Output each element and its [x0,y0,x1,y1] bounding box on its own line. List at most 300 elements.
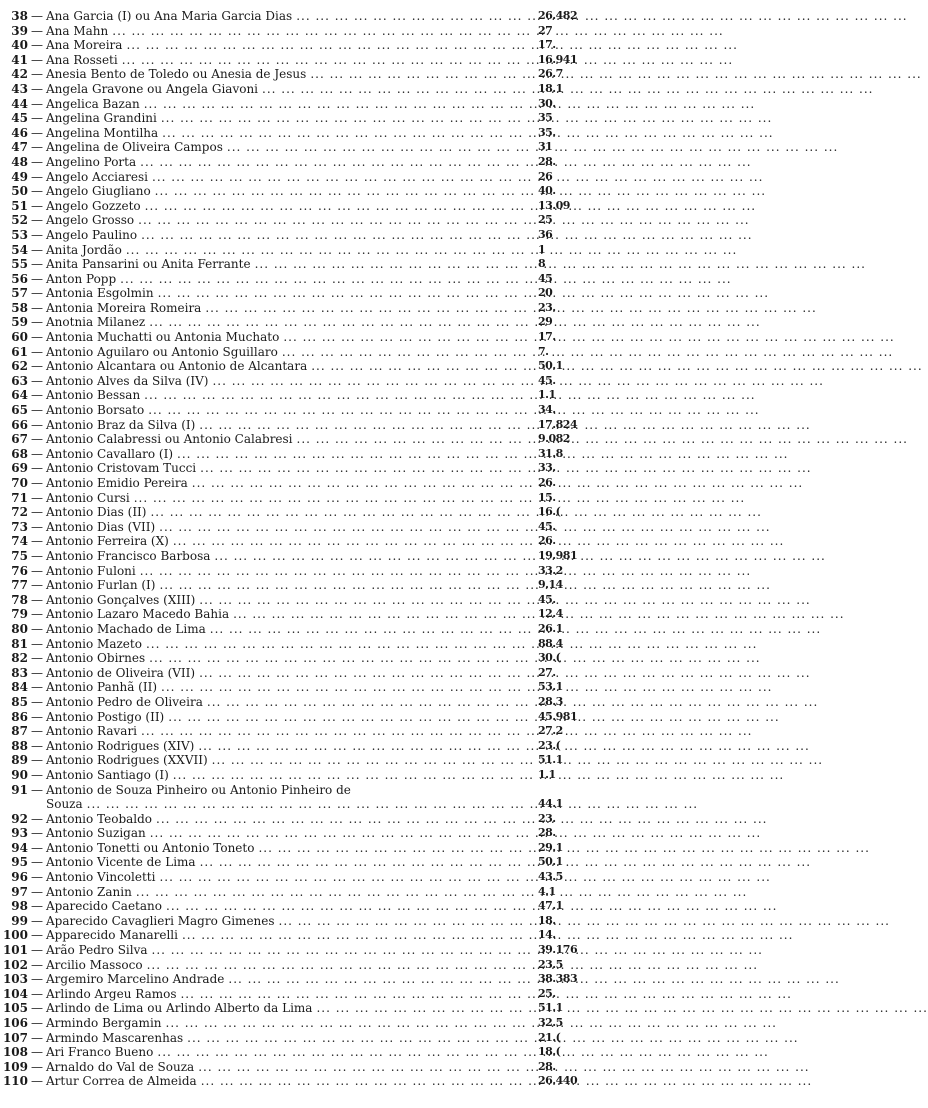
entry-number: 89 [11,753,28,768]
entry-value: 17. [538,38,556,52]
entry-value: 25. [538,986,556,1000]
entry-number: 97 [11,884,28,899]
entry-name: Antonio Calabressi ou Antonio Calabresi [46,432,293,447]
entry-number: 81 [11,636,28,651]
list-item [2,302,602,314]
entry-dash: — [31,957,43,972]
entry-name: Antonio Emidio Pereira [46,476,188,491]
entry-name: Anotnia Milanez [46,315,146,330]
entry-number: 55 [11,257,28,272]
entry-name: Antonio Fuloni [46,563,136,578]
entry-value: 29.1 [538,840,563,854]
leader-dots [118,54,733,66]
entry-value: 15. [538,490,556,504]
entry-name: Arcilio Massoco [46,957,143,972]
entry-dash: — [31,578,43,593]
list-item [2,127,602,139]
entry-value: 25 [538,213,553,227]
entry-dash: — [31,1030,43,1045]
list-item [2,623,602,635]
list-item [2,813,602,825]
entry-name: Antonio Rodrigues (XXVII) [46,753,208,768]
entry-value: 27 [538,23,553,37]
entry-number: 63 [11,373,28,388]
list-item [2,638,602,650]
entry-number: 91 [11,782,28,797]
entry-value: 31 [538,140,553,154]
entry-name: Antonio Lazaro Macedo Bahia [46,607,230,622]
entry-number: 65 [11,403,28,418]
entry-number: 104 [2,986,28,1001]
entry-name: Angelina Grandini [46,111,157,126]
list-item [2,1032,602,1044]
entry-dash: — [31,330,43,345]
list-item [2,25,602,37]
list-item [2,214,602,226]
entry-number: 39 [11,23,28,38]
entry-value: 12.4 [538,607,563,621]
entry-dash: — [31,1074,43,1089]
leader-dots [116,273,731,285]
leader-dots [307,360,922,372]
leader-dots [122,244,737,256]
entry-value: 39.176 [538,943,578,957]
leader-dots [153,1046,768,1058]
entry-number: 71 [11,490,28,505]
entry-dash: — [31,972,43,987]
leader-dots [251,258,866,270]
entry-number: 59 [11,315,28,330]
list-item [2,346,602,358]
entry-dash: — [31,373,43,388]
list-item [2,433,602,445]
entry-dash: — [31,286,43,301]
list-item [2,725,602,737]
entry-name: Angelo Grosso [46,213,135,228]
leader-dots [164,711,779,723]
entry-value: 28. [538,154,556,168]
entry-number: 69 [11,461,28,476]
leader-dots [137,229,752,241]
entry-number: 58 [11,300,28,315]
leader-dots [223,141,838,153]
list-item [2,171,602,183]
entry-name: Ana Mahn [46,23,109,38]
entry-dash: — [31,943,43,958]
leader-dots [142,638,757,650]
leader-dots [141,200,756,212]
entry-number: 46 [11,125,28,140]
entry-number: 87 [11,724,28,739]
list-item [2,944,602,956]
entry-name: Ari Franco Bueno [46,1045,154,1060]
entry-number: 85 [11,694,28,709]
entry-value: 28. [538,1059,556,1073]
entry-number: 62 [11,359,28,374]
list-item [2,681,602,693]
entry-number: 57 [11,286,28,301]
entry-dash: — [31,417,43,432]
leader-dots [145,652,760,664]
leader-dots [83,798,698,810]
list-item [2,521,602,533]
leader-dots [197,1075,812,1087]
leader-dots [152,813,767,825]
leader-dots [155,579,770,591]
list-item [2,1061,602,1073]
entry-value: 19.981 [538,549,578,562]
list-item [2,565,602,577]
entry-dash: — [31,446,43,461]
leader-dots [196,856,811,868]
entry-value: 26.1 [538,621,563,635]
entry-dash: — [31,826,43,841]
list-item [2,200,602,212]
leader-dots [162,1017,777,1029]
entry-name: Armindo Mascarenhas [46,1030,184,1045]
entry-number: 44 [11,96,28,111]
entry-value: 1 [538,242,546,256]
leader-dots [195,419,810,431]
leader-dots [279,331,894,343]
entry-name: Angelina Montilha [46,125,159,140]
entry-dash: — [31,271,43,286]
entry-value: 32.5 [538,1016,563,1030]
entry-value: 26. [538,534,556,548]
entry-name: Antonio Alcantara ou Antonio de Alcantara [46,359,308,374]
list-item [2,229,602,241]
entry-dash: — [31,257,43,272]
entry-number: 93 [11,826,28,841]
entry-name: Artur Correa de Almeida [46,1074,197,1089]
entry-name: Arão Pedro Silva [46,943,148,958]
entry-dash: — [31,811,43,826]
entry-name: Antonio Vincoletti [46,870,156,885]
list-item-continuation [2,798,602,810]
entry-value: 17.824 [538,417,578,431]
leader-dots [208,375,823,387]
leader-dots [183,1032,798,1044]
list-item [2,316,602,328]
leader-dots [136,565,751,577]
list-item [2,1017,602,1029]
entry-value: 53.1 [538,680,563,694]
entry-name: Antonio Furlan (I) [46,578,156,593]
entry-name: Antonia Esgolmin [46,286,154,301]
entry-name: Antonio Mazeto [46,636,142,651]
leader-dots [206,623,821,635]
entry-value: 18.( [538,1045,561,1059]
entry-number: 76 [11,563,28,578]
entry-dash: — [31,767,43,782]
list-item [2,477,602,489]
entry-dash: — [31,592,43,607]
entry-name: Antonio Postigo (II) [46,709,165,724]
entry-value: 47.1 [538,899,563,913]
leader-dots [155,871,770,883]
entry-value: 45. [538,519,556,533]
leader-dots [154,287,769,299]
entry-value: 31.8 [538,446,563,460]
leader-dots [229,608,844,620]
entry-dash: — [31,665,43,680]
leader-dots [132,886,747,898]
entry-value: 9.14 [538,578,563,592]
entry-value: 18.1 [538,81,563,95]
entry-dash: — [31,724,43,739]
entry-name: Angelina de Oliveira Campos [46,140,223,155]
entry-name: Antonio Vicente de Lima [46,855,196,870]
list-item [2,419,602,431]
list-item [2,287,602,299]
entry-dash: — [31,1059,43,1074]
entry-name: Aparecido Caetano [46,899,162,914]
leader-dots [146,827,761,839]
entry-name: Antonio de Souza Pinheiro ou Antonio Pinheiro de [46,782,351,797]
list-item [2,535,602,547]
entry-dash: — [31,840,43,855]
leader-dots [146,506,761,518]
entry-name: Ana Garcia (I) ou Ana Maria Garcia Dias [46,9,293,23]
entry-value: 35. [538,125,556,139]
entry-number: 82 [11,651,28,666]
entry-name: Apparecido Manarelli [46,928,178,943]
leader-dots [134,214,749,226]
entry-number: 42 [11,67,28,82]
entry-name: Angela Gravone ou Angela Giavoni [46,81,259,96]
entry-dash: — [31,476,43,491]
entry-number: 70 [11,476,28,491]
entry-value: 27. [538,665,556,679]
leader-dots [173,448,788,460]
entry-dash: — [31,870,43,885]
entry-value: 44.1 [538,797,563,811]
entry-number: 49 [11,169,28,184]
entry-value: 45. [538,373,556,387]
leader-dots [169,769,784,781]
entry-number: 53 [11,227,28,242]
entry-dash: — [31,855,43,870]
entry-name: Antonio Pedro de Oliveira [46,694,203,709]
leader-dots [292,10,907,22]
list-item [2,1046,602,1058]
entry-name: Anesia Bento de Toledo ou Anesia de Jesus [46,67,307,82]
entry-value: 33. [538,461,556,475]
list-item [2,10,602,22]
entry-name: Antonio Tonetti ou Antonio Toneto [46,840,255,855]
entry-dash: — [31,621,43,636]
entry-number: 72 [11,505,28,520]
leader-dots [178,929,793,941]
entry-number: 38 [11,9,28,23]
leader-dots [278,346,893,358]
entry-number: 96 [11,870,28,885]
leader-dots [195,667,810,679]
entry-name: Angelino Porta [46,154,137,169]
list-item [2,871,602,883]
entry-name: Antonio Panhã (II) [46,680,158,695]
leader-dots [130,492,745,504]
entry-number: 64 [11,388,28,403]
entry-number: 84 [11,680,28,695]
leader-dots [162,900,777,912]
entry-dash: — [31,928,43,943]
entry-dash: — [31,636,43,651]
entry-number: 83 [11,665,28,680]
leader-dots [208,754,823,766]
list-item [2,258,602,270]
entry-value: 26.440 [538,1074,578,1088]
entry-number: 108 [2,1045,28,1060]
entry-dash: — [31,753,43,768]
list-item [2,185,602,197]
entry-dash: — [31,432,43,447]
entry-dash: — [31,23,43,38]
leader-dots [195,594,810,606]
list-item [2,754,602,766]
entry-value: 1.1 [538,388,556,402]
entry-name: Antonio Cursi [46,490,130,505]
entry-name: Antonio Braz da Silva (I) [46,417,196,432]
entry-value: 14. [538,928,556,942]
entry-name: Antonio Bessan [46,388,141,403]
entry-value: 13.09 [538,198,570,212]
list-item [2,915,602,927]
list-item [2,827,602,839]
entry-number: 110 [2,1074,28,1089]
leader-dots [151,185,766,197]
list-item [2,740,602,752]
entry-name: Arnaldo do Val de Souza [46,1059,195,1074]
leader-dots [194,1061,809,1073]
entry-value: 8 [538,257,546,271]
entry-name: Antonio Cavallaro (I) [46,446,174,461]
entry-dash: — [31,403,43,418]
list-item [2,1075,602,1087]
entry-number: 94 [11,840,28,855]
entry-name: Antonio Ravari [46,724,138,739]
list-item [2,360,602,372]
list-item [2,579,602,591]
leader-dots [258,83,873,95]
leader-dots [157,681,772,693]
entry-name: Anita Jordão [46,242,122,257]
entry-value: 23. [538,811,556,825]
entry-number: 50 [11,184,28,199]
entry-dash: — [31,913,43,928]
entry-dash: — [31,607,43,622]
leader-dots [194,740,809,752]
list-item [2,667,602,679]
leader-dots [144,404,759,416]
list-item [2,550,602,562]
entry-dash: — [31,315,43,330]
entry-value: 28.3 [538,694,563,708]
entry-dash: — [31,549,43,563]
entry-name: Angelo Paulino [46,227,138,242]
entry-number: 43 [11,81,28,96]
entry-dash: — [31,227,43,242]
leader-dots [148,171,763,183]
entry-name: Antonio Ferreira (X) [46,534,169,549]
entry-value: 33.2 [538,563,563,577]
list-item [2,112,602,124]
entry-name: Antonio Borsato [46,403,145,418]
list-item [2,83,602,95]
entry-number: 75 [11,549,28,563]
list-item [2,448,602,460]
leader-dots [224,973,839,985]
entry-value: 45. [538,592,556,606]
list-item [2,273,602,285]
entry-number: 45 [11,111,28,126]
entry-dash: — [31,154,43,169]
list-item [2,389,602,401]
entry-value: 26 [538,169,553,183]
leader-dots [158,127,773,139]
leader-dots [293,433,908,445]
entry-value: 16.( [538,505,561,519]
entry-dash: — [31,563,43,578]
list-item [2,375,602,387]
entry-dash: — [31,213,43,228]
entry-number: 102 [2,957,28,972]
entry-dash: — [31,505,43,520]
entry-dash: — [31,300,43,315]
list-item [2,156,602,168]
entry-dash: — [31,81,43,96]
entry-name: Antonio Aguilaro ou Antonio Sguillaro [46,344,278,359]
entry-value: 51.1 [538,753,563,767]
entry-value: 36 [538,227,553,241]
leader-dots [157,112,772,124]
entry-number: 100 [2,928,28,943]
entry-dash: — [31,986,43,1001]
entry-name: Antonio Dias (II) [46,505,147,520]
leader-dots [169,535,784,547]
entry-dash: — [31,899,43,914]
entry-value: 38.383 [538,972,578,986]
entry-number: 109 [2,1059,28,1074]
entry-value: 45.981 [538,709,578,723]
entry-dash: — [31,388,43,403]
list-item [2,141,602,153]
entry-dash: — [31,125,43,140]
list-item [2,929,602,941]
entry-value: 20 [538,286,553,300]
entry-name: Antonio Zanin [46,884,132,899]
leader-dots [176,988,791,1000]
leader-dots [137,725,752,737]
list-item [2,462,602,474]
entry-value: 4.1 [538,884,556,898]
entry-number: 52 [11,213,28,228]
entry-value: 17. [538,330,556,344]
entry-number: 98 [11,899,28,914]
list-item [2,886,602,898]
entry-dash: — [31,651,43,666]
entry-dash: — [31,738,43,753]
entry-value: 35 [538,111,553,125]
entry-name: Antonio Suzigan [46,826,146,841]
entry-dash: — [31,140,43,155]
leader-dots [155,521,770,533]
entry-number: 68 [11,446,28,461]
entry-value: 50.1 [538,855,563,869]
entry-number: 107 [2,1030,28,1045]
list-item [2,784,602,796]
entry-value: 40. [538,184,556,198]
